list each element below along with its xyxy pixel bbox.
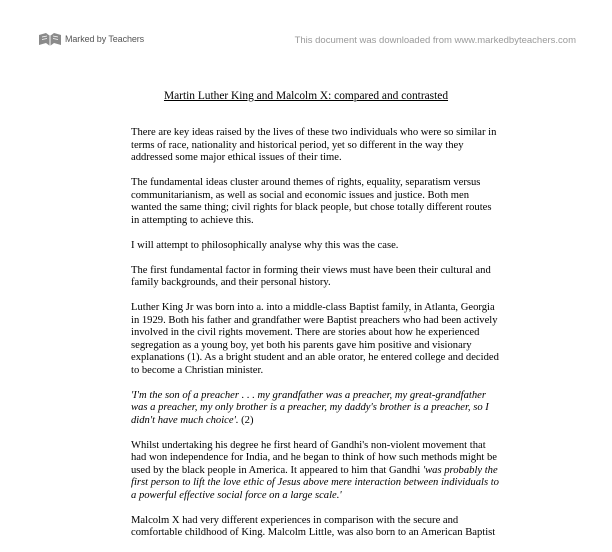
paragraph-themes: The fundamental ideas cluster around themes of rights, equality, separatism versus communitarianism, as well as social and economic issues and justice. Both men wanted the same thing; civil rights for black people, but chose totally different routes in attempting to achieve this. xyxy=(131,177,492,226)
logo-text: Marked by Teachers xyxy=(65,34,145,44)
page-header xyxy=(0,0,612,60)
logo[interactable] xyxy=(38,30,144,48)
document-title: Martin Luther King and Malcolm X: compared and contrasted xyxy=(163,90,449,102)
paragraph-intro: There are key ideas raised by the lives of these two individuals who were so similar in terms of race, nationality and historical period, yet so different in the way they addressed some major ethical issues of their time. xyxy=(131,127,497,163)
king-quote-text: 'I'm the son of a preacher . . . my grandfather was a preacher, my great-grandfather was a preacher, my only brother is a preacher, my daddy's brother is a preacher, so I didn't have much choice'. xyxy=(131,389,489,426)
paragraph-king-background: Luther King Jr was born into a. into a middle-class Baptist family, in Atlanta, Georgia in 1929. Both his father and grandfather were Baptist preachers who had been actively involved in the civil rights movement. There are stories about how he experienced segregation as a young boy, yet both his parents gave him positive and visionary explanations (1). As a bright student and an able orator, he entered college and decided to become a Christian minister. xyxy=(131,302,499,376)
gandhi-quote: 'was probably the first person to lift the love ethic of Jesus above mere interaction between individuals to a powerful effective social force on a large scale.' xyxy=(131,464,499,501)
download-notice: This document was downloaded from www.markedbyteachers.com xyxy=(294,35,576,46)
paragraph-king-quote xyxy=(131,390,501,428)
paragraph-gandhi xyxy=(131,440,501,503)
paragraph-backgrounds: The first fundamental factor in forming their views must have been their cultural and family backgrounds, and their personal history. xyxy=(131,264,491,288)
logo-icon xyxy=(38,30,62,48)
gandhi-text: Whilst undertaking his degree he first heard of Gandhi's non-violent movement that had won independence for India, and he began to think of how such methods might be used by the black people in America. It appeared to him that Gandhi xyxy=(131,439,497,476)
document-body xyxy=(131,127,501,552)
paragraph-malcolm: Malcolm X had very different experiences in comparison with the secure and comfortable childhood of King. Malcolm Little, was also born to an American Baptist xyxy=(131,514,496,538)
king-quote-reference: (2) xyxy=(238,414,254,426)
paragraph-aim: I will attempt to philosophically analyse why this was the case. xyxy=(131,239,399,251)
